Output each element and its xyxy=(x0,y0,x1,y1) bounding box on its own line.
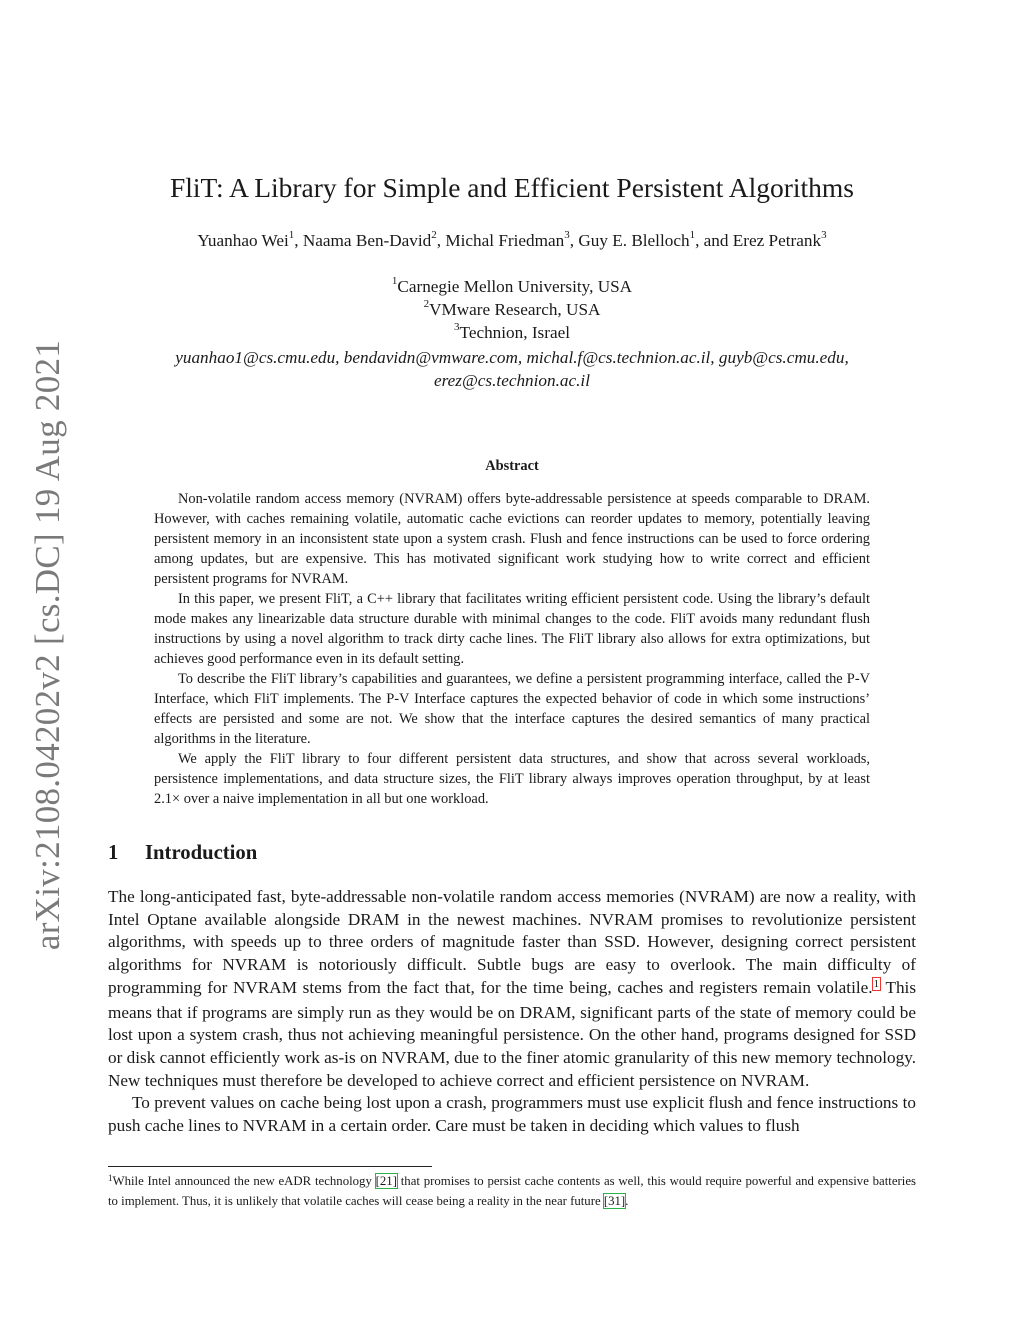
paper-title: FliT: A Library for Simple and Efficient Persistent Algorithms xyxy=(169,172,855,203)
affiliation: $^2$VMware Research, USA xyxy=(423,298,601,319)
citation-link[interactable]: [21] xyxy=(375,1174,397,1188)
author: Guy E. Blelloch$^1$ xyxy=(578,229,696,250)
abstract-paragraph: Non-volatile random access memory (NVRAM) offers byte-addressable persistence at speeds comparable to DRAM. However, with caches remaining volatile, automatic cache evictions can reorder updates to memory, potentially leaving persistent memory in an inconsistent state upon a system crash. Flush and fence instructions can be used to force ordering among updates, but are expensive. This has motivated significant work studying how to write correct and efficient persistent programs for NVRAM. xyxy=(154,491,870,587)
affiliation: $^3$Technion, Israel xyxy=(454,321,570,342)
author-emails xyxy=(100,346,924,392)
citation-link[interactable]: [31] xyxy=(603,1194,626,1208)
abstract-heading: Abstract xyxy=(485,458,539,474)
affiliation: $^1$Carnegie Mellon University, USA xyxy=(391,275,633,296)
author: Erez Petrank$^3$ xyxy=(732,229,827,250)
author-list: Yuanhao Wei$^1$, Naama Ben-David$^2$, Michal Friedman$^3$, Guy E. Blelloch$^1$, and Erez Petrank$^3$ xyxy=(197,229,827,250)
email-line: erez@cs.technion.ac.il xyxy=(434,371,590,390)
introduction-body xyxy=(108,886,916,1138)
abstract-paragraph: We apply the FliT library to four different persistent data structures, and show that across several workloads, persistence implementations, and data structure sizes, the FliT library always improves operation throughput, by at least 2.1× over a naive implementation in all but one workload. xyxy=(154,751,870,807)
arxiv-identifier-stamp: arXiv:2108.04202v2 [cs.DC] 19 Aug 2021 xyxy=(28,339,67,951)
email-line: yuanhao1@cs.cmu.edu, bendavidn@vmware.com, michal.f@cs.technion.ac.il, guyb@cs.cmu.edu, xyxy=(175,348,849,367)
footnote: $^1$While Intel announced the new eADR technology [21] that promises to persist cache contents as well, this would require powerful and expensive batteries to implement. Thus, it is unlikely that volatile caches will cease being a reality in the near future [31]. xyxy=(108,1173,917,1208)
body-paragraph: The long-anticipated fast, byte-addressable non-volatile random access memories (NVRAM) are now a reality, with Intel Optane available alongside DRAM in the newest machines. NVRAM promises to revolutionize persistent algorithms, with speeds up to three orders of magnitude faster than SSD. However, designing correct persistent algorithms for NVRAM is notoriously difficult. Subtle bugs are easy to overlook. The main difficulty of programming for NVRAM stems from the fact that, for the time being, caches and registers remain volatile.$^1$ This means that if programs are simply run as they would be on DRAM, significant parts of the state of memory could be lost upon a system crash, thus not achieving meaningful persistence. On the other hand, programs designed for SSD or disk cannot efficiently work as-is on NVRAM, due to the finer atomic granularity of this new memory technology. New techniques must therefore be developed to achieve correct and efficient persistence on NVRAM. xyxy=(108,887,917,1090)
footnote-link[interactable]: 1 xyxy=(873,977,880,990)
abstract-paragraph: To describe the FliT library’s capabilities and guarantees, we define a persistent programming interface, called the P-V Interface, which FliT implements. The P-V Interface captures the expected behavior of code in which some instructions’ effects are persisted and some are not. We show that the interface captures the desired semantics of many practical algorithms in the literature. xyxy=(154,671,870,747)
section-title: Introduction xyxy=(145,842,258,864)
abstract-paragraph: In this paper, we present FliT, a C++ library that facilitates writing efficient persistent code. Using the library’s default mode makes any linearizable data structure durable with minimal changes to the code. FliT avoids many redundant flush instructions by using a novel algorithm to track dirty cache lines. The FliT library also allows for extra optimizations, but achieves good performance even in its default setting. xyxy=(154,591,870,667)
author: Naama Ben-David$^2$ xyxy=(302,229,437,250)
author: Yuanhao Wei$^1$ xyxy=(197,229,295,250)
section-heading xyxy=(108,842,257,865)
abstract xyxy=(154,489,870,809)
body-paragraph: To prevent values on cache being lost upon a crash, programmers must use explicit flush and fence instructions to push cache lines to NVRAM in a certain order. Care must be taken in deciding which values to flush xyxy=(108,1093,916,1136)
section-number: 1 xyxy=(108,842,119,864)
footnote-divider xyxy=(108,1166,432,1167)
affiliations xyxy=(0,275,1024,344)
footnote-mark: 1 xyxy=(108,1173,113,1183)
author: Michal Friedman$^3$ xyxy=(445,229,570,250)
